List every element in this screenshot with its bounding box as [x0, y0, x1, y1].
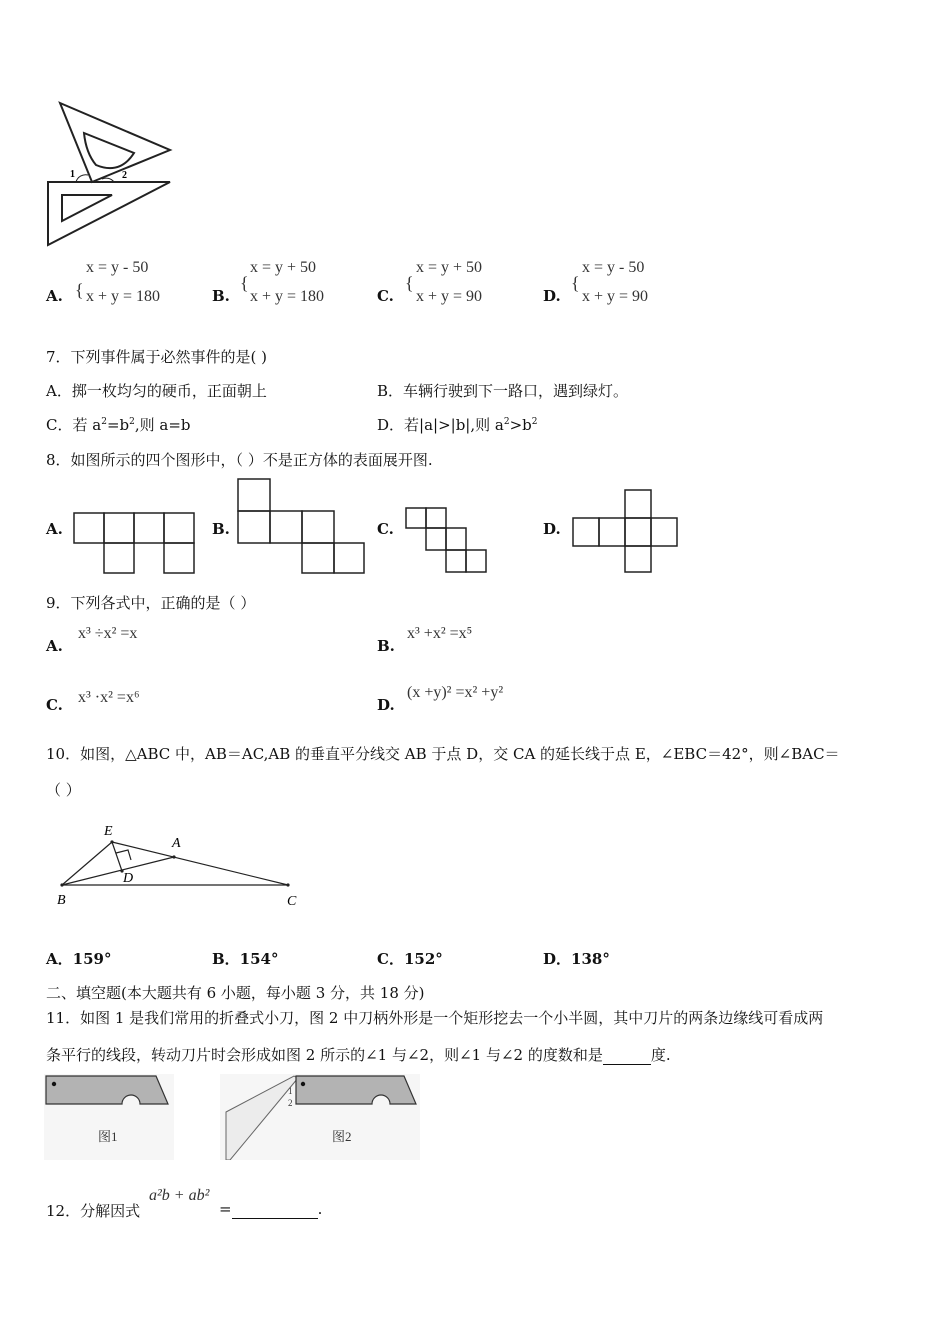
q6-option-d-letter: D.: [543, 287, 561, 305]
q8-option-a-letter: A.: [46, 520, 63, 538]
q12-expression: a²b + ab²: [149, 1187, 210, 1204]
q10-option-c: C．152°: [377, 950, 443, 968]
q6-option-a-brace: {: [75, 280, 84, 300]
q9-option-b-letter: B.: [377, 637, 395, 655]
q8-net-d: [571, 488, 681, 576]
q11-stem-line2: 条平行的线段，转动刀片时会形成如图 2 所示的∠1 与∠2，则∠1 与∠2 的度数和是 度.: [46, 1046, 671, 1064]
q6-option-d-brace: {: [571, 273, 580, 293]
q9-option-a-expr: x³ ÷x² =x: [78, 625, 138, 642]
q8-option-c-letter: C.: [377, 520, 394, 538]
q9-option-d-letter: D.: [377, 696, 395, 714]
angle-1-label: 1: [70, 169, 75, 180]
q10-label-A: A: [172, 836, 181, 851]
section-2-title: 二、填空题(本大题共有 6 小题，每小题 3 分，共 18 分): [46, 984, 425, 1002]
q12-answer-blank[interactable]: [232, 1200, 318, 1219]
q6-set-square-figure: [40, 95, 180, 255]
q11-answer-blank[interactable]: [603, 1046, 651, 1065]
q9-option-d-expr: (x +y)² =x² +y²: [407, 684, 504, 701]
q10-option-b: B．154°: [212, 950, 279, 968]
q6-option-c-brace: {: [405, 273, 414, 293]
q8-option-b-letter: B.: [212, 520, 230, 538]
q10-label-B: B: [57, 893, 66, 908]
q9-option-a-letter: A.: [46, 637, 63, 655]
q9-option-c-letter: C.: [46, 696, 63, 714]
angle-2-label: 2: [122, 170, 127, 181]
q8-option-d-letter: D.: [543, 520, 561, 538]
q11-figure-2-caption: 图2: [332, 1129, 352, 1144]
q12-prefix: 12．分解因式: [46, 1202, 141, 1220]
q8-net-b: [236, 477, 366, 575]
q10-label-C: C: [287, 894, 297, 909]
q6-option-a-letter: A.: [46, 287, 63, 305]
q10-option-a: A．159°: [46, 950, 112, 968]
q7-option-d: D．若|a|>|b|,则 $a^2>b^2$: [377, 416, 538, 434]
q8-net-a: [72, 510, 196, 574]
q7-option-c: C．若 $a^2=b^2$,则 a=b: [46, 416, 191, 434]
q6-option-d-eq1: x = y - 50: [582, 259, 645, 276]
q6-option-a-eq1: x = y - 50: [86, 259, 149, 276]
q11-angle-2-label: 2: [288, 1098, 293, 1108]
q6-option-b-eq1: x = y + 50: [250, 259, 317, 276]
q11-figure-1-caption: 图1: [98, 1129, 118, 1144]
q6-option-c-letter: C.: [377, 287, 394, 305]
q7-option-a: A．掷一枚均匀的硬币，正面朝上: [46, 382, 267, 400]
q11-angle-1-label: 1: [288, 1086, 293, 1096]
q6-option-d-eq2: x + y = 90: [582, 288, 649, 305]
q6-option-a-eq2: x + y = 180: [86, 288, 161, 305]
q6-option-b-letter: B.: [212, 287, 230, 305]
q10-stem-line1: 10．如图，△ABC 中，AB＝AC,AB 的垂直平分线交 AB 于点 D，交 CA 的延长线于点 E，∠EBC＝42°，则∠BAC＝: [46, 745, 840, 763]
q11-figure-1: [44, 1074, 174, 1160]
q6-option-b-eq2: x + y = 180: [250, 288, 325, 305]
q12-answer-line: = .: [219, 1200, 323, 1218]
q9-stem: 9．下列各式中，正确的是（ ）: [46, 594, 256, 612]
q10-label-E: E: [104, 824, 113, 839]
q7-stem: 7．下列事件属于必然事件的是( ): [46, 348, 268, 366]
q6-option-c-eq1: x = y + 50: [416, 259, 483, 276]
q6-option-b-brace: {: [240, 273, 249, 293]
q10-option-d: D．138°: [543, 950, 610, 968]
q8-net-c: [404, 506, 490, 576]
q10-stem-line2: （ ）: [46, 781, 81, 799]
q9-option-c-expr: x³ ·x² =x⁶: [78, 689, 140, 706]
q10-label-D: D: [123, 871, 134, 886]
q11-stem-line1: 11．如图 1 是我们常用的折叠式小刀，图 2 中刀柄外形是一个矩形挖去一个小半圆，其中刀片的两条边缘线可看成两: [46, 1009, 824, 1027]
q6-option-c-eq2: x + y = 90: [416, 288, 483, 305]
q9-option-b-expr: x³ +x² =x⁵: [407, 625, 473, 642]
q11-figure-2: [220, 1074, 420, 1160]
q10-triangle-figure: [50, 815, 310, 915]
q7-option-b: B．车辆行驶到下一路口，遇到绿灯。: [377, 382, 629, 400]
q8-stem: 8．如图所示的四个图形中，（ ）不是正方体的表面展开图.: [46, 451, 433, 469]
